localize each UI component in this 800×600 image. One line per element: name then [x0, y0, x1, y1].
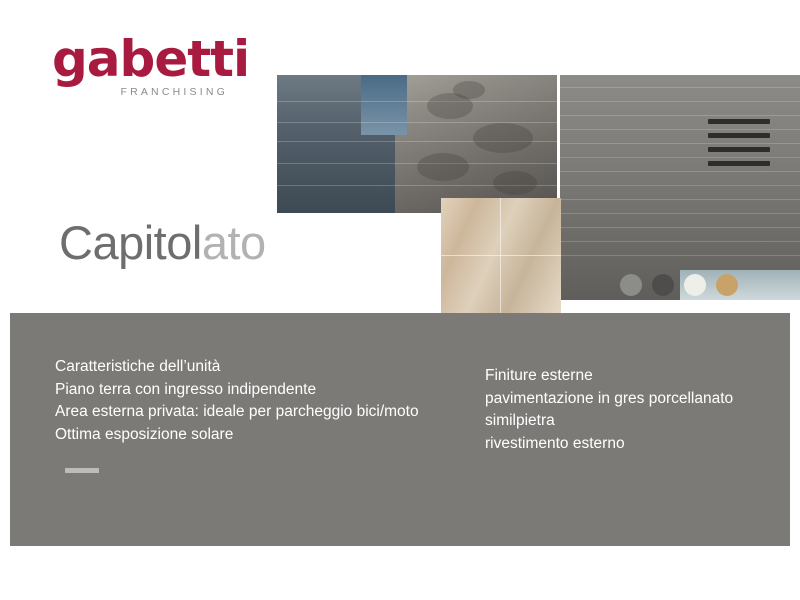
feature-line: Caratteristiche dell’unità	[55, 358, 221, 375]
swatch-ivory[interactable]	[684, 274, 706, 296]
swatch-grey-dark[interactable]	[652, 274, 674, 296]
finish-line: pavimentazione in gres porcellanato	[485, 389, 734, 407]
decorative-rule	[65, 468, 99, 473]
stone-tile-photo	[441, 198, 561, 313]
facade-sky	[361, 75, 407, 135]
swatch-sand[interactable]	[716, 274, 738, 296]
finish-line: similpietra	[485, 412, 555, 429]
feature-line: Area esterna privata: ideale per parcheggio bici/moto	[55, 403, 419, 420]
features-column	[55, 356, 419, 446]
finish-line: Finiture esterne	[485, 367, 593, 384]
slatted-wall-pool-photo	[560, 75, 800, 300]
feature-line: Piano terra con ingresso indipendente	[55, 380, 317, 398]
facade-corner-photo	[277, 75, 557, 213]
swatch-grey-medium[interactable]	[620, 274, 642, 296]
brand-tagline: FRANCHISING	[120, 86, 228, 98]
brand-logo	[52, 30, 272, 103]
material-swatches	[620, 274, 738, 296]
finishes-column	[485, 365, 733, 455]
page-title	[59, 215, 266, 270]
feature-line: Ottima esposizione solare	[55, 425, 234, 443]
page-title-secondary: ato	[201, 216, 266, 269]
finish-line: rivestimento esterno	[485, 434, 625, 452]
brand-name: gabetti	[52, 30, 250, 88]
page-title-primary: Capitol	[59, 216, 202, 269]
content-panel	[10, 313, 790, 546]
